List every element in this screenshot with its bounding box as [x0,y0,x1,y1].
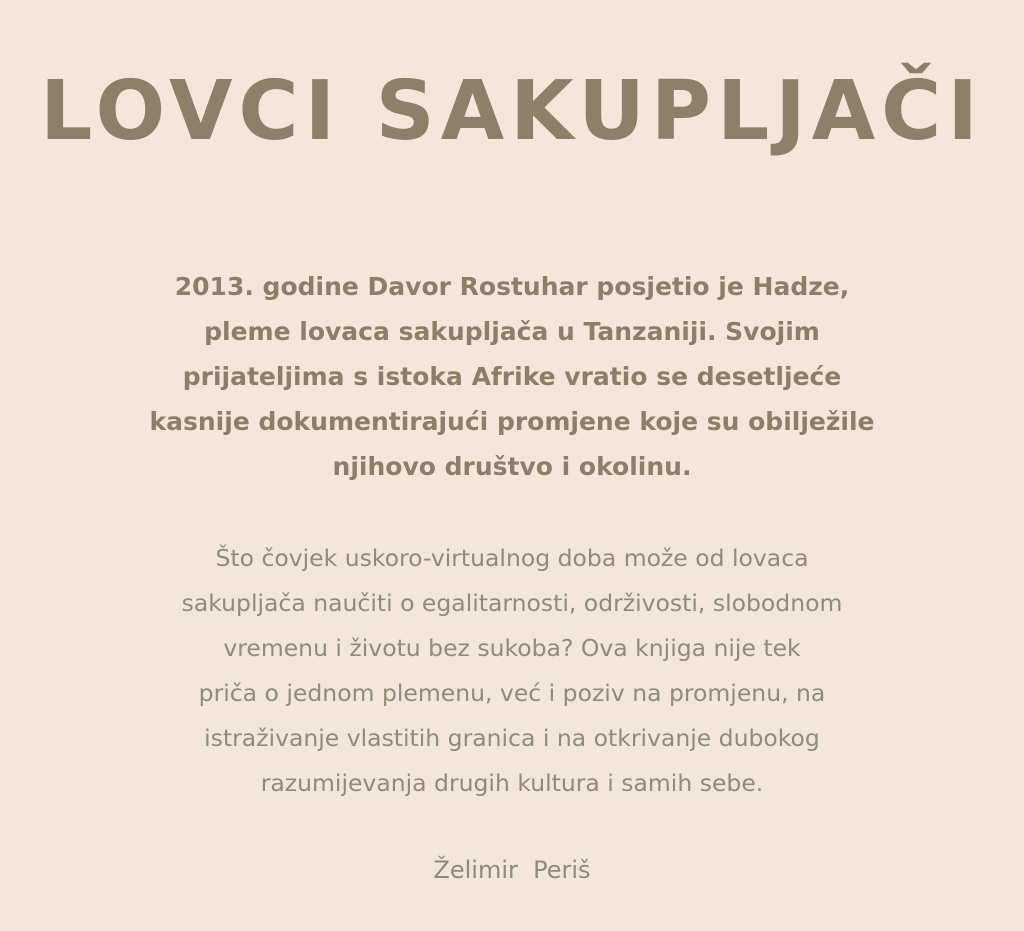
lead-line: njihovo društvo i okolinu. [332,452,692,481]
body-line: priča o jednom plemenu, već i poziv na promjenu, na [198,679,826,707]
lead-paragraph [62,264,962,489]
body-paragraph [62,536,962,806]
lead-line: kasnije dokumentirajući promjene koje su obilježile [149,407,875,436]
body-line: razumijevanja drugih kultura i samih sebe. [260,769,764,797]
body-line: Što čovjek uskoro-virtualnog doba može od lovaca [215,544,809,572]
lead-line: prijateljima s istoka Afrike vratio se desetljeće [182,362,842,391]
lead-line: 2013. godine Davor Rostuhar posjetio je Hadze, [174,272,850,301]
body-line: sakupljača naučiti o egalitarnosti, održivosti, slobodnom [181,589,843,617]
book-title: LOVCI SAKUPLJAČI [40,64,984,159]
body-line: istraživanje vlastitih granica i na otkrivanje dubokog [204,724,820,752]
body-line: vremenu i životu bez sukoba? Ova knjiga nije tek [223,634,801,662]
lead-line: pleme lovaca sakupljača u Tanzaniji. Svojim [204,317,820,346]
author-name: Želimir Periš [433,856,591,884]
